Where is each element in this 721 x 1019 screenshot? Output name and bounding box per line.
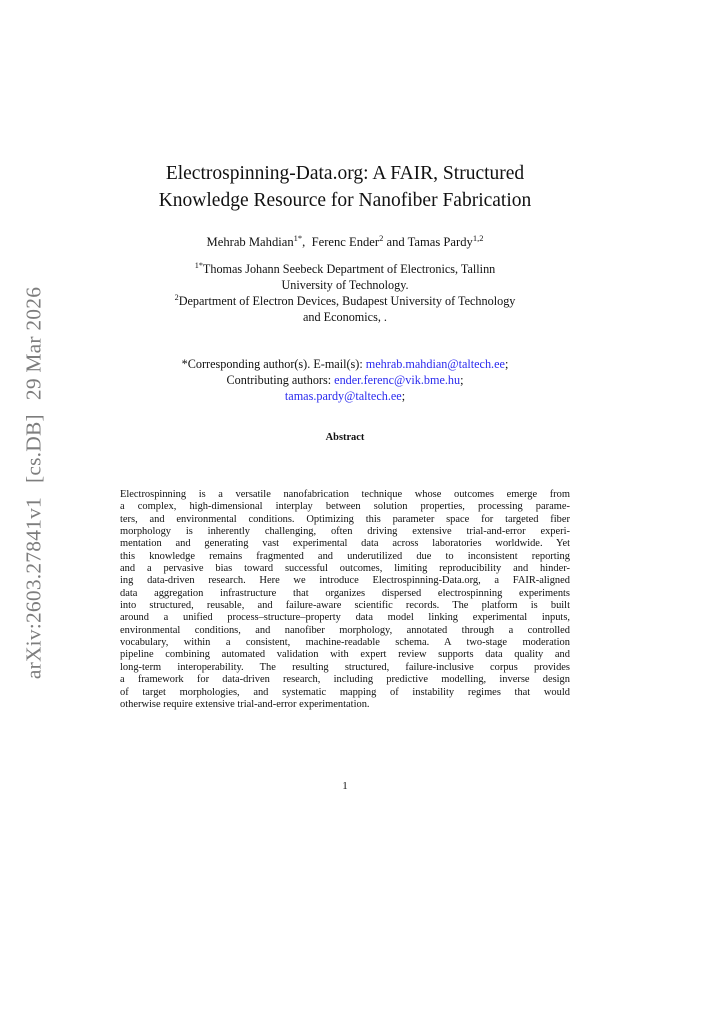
abstract-line: this knowledge remains fragmented and underutilized due to inconsistent reporting [120, 550, 570, 562]
author-separator: and [383, 235, 408, 249]
affiliation-2-text: Department of Electron Devices, Budapest University of Technology [178, 294, 516, 308]
abstract-line: a framework for data-driven research, including predictive modelling, inverse design [120, 674, 570, 686]
abstract-body [120, 489, 570, 711]
affiliation-1-text: Thomas Johann Seebeck Department of Electronics, Tallinn [202, 262, 496, 276]
abstract-line: ing data-driven research. Here we introduce Electrospinning-Data.org, a FAIR-aligned [120, 575, 570, 587]
contributing-email-2-end: ; [401, 389, 406, 403]
paper-title [120, 160, 570, 214]
contributing-email-2-line [120, 388, 570, 404]
corresponding-email-link[interactable]: mehrab.mahdian@taltech.ee [365, 357, 505, 371]
abstract-line: environmental conditions, and nanofiber morphology, annotated through a controlled [120, 624, 570, 636]
arxiv-sidebar [19, 286, 49, 679]
author-name: Mehrab Mahdian [206, 235, 294, 249]
affiliation-1-mark: 1* [194, 261, 203, 270]
abstract-line: around a unified process–structure–property data model linking experimental inputs, [120, 612, 570, 624]
abstract-line: vocabulary, within a consistent, machine-readable schema. A two-stage moderation [120, 637, 570, 649]
abstract-line: otherwise require extensive trial-and-error experimentation. [120, 698, 370, 710]
arxiv-date: 29 Mar 2026 [21, 286, 46, 400]
abstract-line: into structured, reusable, and failure-aware scientific records. The platform is built [120, 600, 570, 612]
abstract-line: mentation and generating vast experimental data across laboratories worldwide. Yet [120, 538, 570, 550]
contributing-authors-line [120, 372, 570, 388]
author-affiliation-mark: 1,2 [472, 233, 484, 243]
abstract-line: morphology is inherently challenging, often driving extensive trial-and-error experi- [120, 526, 570, 538]
author-name: Ferenc Ender [311, 235, 380, 249]
abstract-line: Electrospinning is a versatile nanofabrication technique whose outcomes emerge from [120, 489, 570, 500]
contributing-email-1-end: ; [460, 373, 464, 387]
abstract-line: long-term interoperability. The resulting structured, failure-inclusive corpus provides [120, 661, 570, 673]
contact-info [120, 356, 570, 404]
arxiv-category: [cs.DB] [21, 413, 46, 483]
arxiv-identifier [22, 286, 47, 678]
author-affiliation-mark: 2 [379, 233, 384, 243]
contributing-label: Contributing authors: [226, 373, 335, 387]
abstract-line: of target morphologies, and systematic mapping of instability regimes that would [120, 686, 570, 698]
affiliation-2-line-2: and Economics, . [303, 310, 387, 324]
affiliation-1-line-2: University of Technology. [281, 278, 409, 292]
affiliation-1-line-1 [120, 261, 570, 277]
page-number: 1 [342, 780, 348, 792]
author-affiliation-mark: 1* [293, 233, 303, 243]
abstract-line: data aggregation infrastructure that organizes dispersed electrospinning experiments [120, 587, 570, 599]
author-list [120, 234, 570, 250]
title-line-2: Knowledge Resource for Nanofiber Fabrication [158, 190, 532, 211]
contributing-email-1-link[interactable]: ender.ferenc@vik.bme.hu [334, 373, 461, 387]
affiliations [120, 261, 570, 325]
corresponding-author-line [120, 356, 570, 372]
arxiv-id[interactable]: arXiv:2603.27841v1 [21, 496, 46, 679]
affiliation-2-mark: 2 [174, 293, 179, 302]
author-name: Tamas Pardy [407, 235, 473, 249]
abstract-line: and a pervasive bias toward successful outcomes, limiting reproducibility and hinder- [120, 563, 570, 575]
affiliation-2-line-1 [120, 293, 570, 309]
abstract-heading: Abstract [325, 432, 365, 443]
corresponding-label: *Corresponding author(s). E-mail(s): [181, 357, 366, 371]
contributing-email-2-link[interactable]: tamas.pardy@taltech.ee [284, 389, 402, 403]
abstract-line: ters, and environmental conditions. Optimizing this parameter space for targeted fiber [120, 513, 570, 525]
abstract-line: a complex, high-dimensional interplay between solution properties, processing parame- [120, 501, 570, 513]
title-line-1: Electrospinning-Data.org: A FAIR, Structured [165, 163, 525, 184]
corresponding-end: ; [504, 357, 509, 371]
abstract-line: pipeline combining automated validation with expert review supports data quality and [120, 649, 570, 661]
author-separator: , [302, 235, 312, 249]
